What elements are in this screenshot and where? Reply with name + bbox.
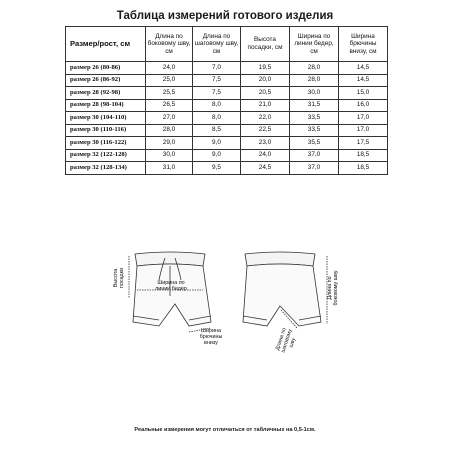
table-cell-value: 8,5 xyxy=(193,124,241,137)
table-row xyxy=(66,137,388,150)
table-row xyxy=(66,162,388,175)
table-row xyxy=(66,74,388,87)
table-cell-value: 8,0 xyxy=(193,99,241,112)
label-rise: Высота посадки xyxy=(113,267,125,289)
label-hem-width: Ширина брючины внизу xyxy=(199,328,223,346)
table-cell-value: 28,0 xyxy=(146,124,193,137)
table-cell-value: 26,5 xyxy=(146,99,193,112)
table-cell-size: размер 28 (92-98) xyxy=(66,87,146,100)
table-cell-size: размер 30 (116-122) xyxy=(66,137,146,150)
measurements-table xyxy=(65,26,388,175)
table-cell-size: размер 32 (128-134) xyxy=(66,162,146,175)
table-header-row xyxy=(66,27,388,62)
table-row xyxy=(66,149,388,162)
table-row xyxy=(66,62,388,75)
shorts-diagram xyxy=(113,240,345,370)
table-cell-value: 37,0 xyxy=(290,149,339,162)
table-body xyxy=(66,62,388,175)
table-cell-value: 9,0 xyxy=(193,137,241,150)
table-cell-value: 9,5 xyxy=(193,162,241,175)
table-cell-value: 18,5 xyxy=(339,162,388,175)
table-cell-value: 29,0 xyxy=(146,137,193,150)
table-cell-value: 24,0 xyxy=(241,149,290,162)
table-cell-value: 25,0 xyxy=(146,74,193,87)
shorts-back-view xyxy=(243,252,327,328)
table-cell-value: 27,0 xyxy=(146,112,193,125)
table-cell-value: 31,0 xyxy=(146,162,193,175)
table-cell-value: 30,0 xyxy=(290,87,339,100)
table-cell-size: размер 32 (122-128) xyxy=(66,149,146,162)
column-header-hip-width: Ширина по линии бедер, см xyxy=(290,27,339,62)
table-cell-value: 14,5 xyxy=(339,62,388,75)
footnote: Реальные измерения могут отличаться от табличных на 0,5-1см. xyxy=(134,427,316,433)
table-row xyxy=(66,87,388,100)
table-cell-value: 28,0 xyxy=(290,62,339,75)
table-row xyxy=(66,124,388,137)
table-cell-value: 17,5 xyxy=(339,137,388,150)
table-cell-value: 30,0 xyxy=(146,149,193,162)
table-cell-value: 31,5 xyxy=(290,99,339,112)
table-cell-value: 15,0 xyxy=(339,87,388,100)
table-cell-size: размер 30 (104-110) xyxy=(66,112,146,125)
table-cell-value: 25,5 xyxy=(146,87,193,100)
page-title: Таблица измерений готового изделия xyxy=(116,10,334,22)
table-cell-value: 18,5 xyxy=(339,149,388,162)
table-cell-value: 22,0 xyxy=(241,112,290,125)
table-cell-value: 9,0 xyxy=(193,149,241,162)
table-cell-value: 7,5 xyxy=(193,74,241,87)
label-hip-width: Ширина по линии бедер xyxy=(155,280,187,292)
shorts-front-view xyxy=(129,252,211,332)
table-cell-value: 19,5 xyxy=(241,62,290,75)
column-header-size: Размер/рост, см xyxy=(66,27,146,62)
column-header-side-length: Длина по боковому шву, см xyxy=(146,27,193,62)
table-cell-value: 28,0 xyxy=(290,74,339,87)
table-cell-value: 24,0 xyxy=(146,62,193,75)
label-inseam-length: Длина по шаговому шву xyxy=(274,327,298,354)
table-cell-value: 37,0 xyxy=(290,162,339,175)
table-cell-value: 24,5 xyxy=(241,162,290,175)
table-cell-value: 33,5 xyxy=(290,112,339,125)
table-cell-value: 8,0 xyxy=(193,112,241,125)
column-header-rise: Высота посадки, см xyxy=(241,27,290,62)
table-cell-size: размер 30 (110-116) xyxy=(66,124,146,137)
column-header-hem-width: Ширина брючины внизу, см xyxy=(339,27,388,62)
table-cell-value: 33,5 xyxy=(290,124,339,137)
table-cell-value: 20,5 xyxy=(241,87,290,100)
table-row xyxy=(66,99,388,112)
table-cell-value: 17,0 xyxy=(339,112,388,125)
table-cell-value: 7,0 xyxy=(193,62,241,75)
table-cell-value: 17,0 xyxy=(339,124,388,137)
table-cell-size: размер 26 (80-86) xyxy=(66,62,146,75)
table-row xyxy=(66,112,388,125)
table-cell-size: размер 26 (86-92) xyxy=(66,74,146,87)
label-side-length: Длина по боковому шву xyxy=(327,270,339,306)
table-cell-value: 22,5 xyxy=(241,124,290,137)
column-header-inseam-length: Длина по шаговому шву, см xyxy=(193,27,241,62)
table-cell-value: 21,0 xyxy=(241,99,290,112)
table-cell-value: 23,0 xyxy=(241,137,290,150)
shorts-drawing xyxy=(125,240,345,370)
table-cell-value: 35,5 xyxy=(290,137,339,150)
table-cell-value: 7,5 xyxy=(193,87,241,100)
table-cell-size: размер 28 (98-104) xyxy=(66,99,146,112)
table-cell-value: 16,0 xyxy=(339,99,388,112)
table-cell-value: 14,5 xyxy=(339,74,388,87)
table-cell-value: 20,0 xyxy=(241,74,290,87)
